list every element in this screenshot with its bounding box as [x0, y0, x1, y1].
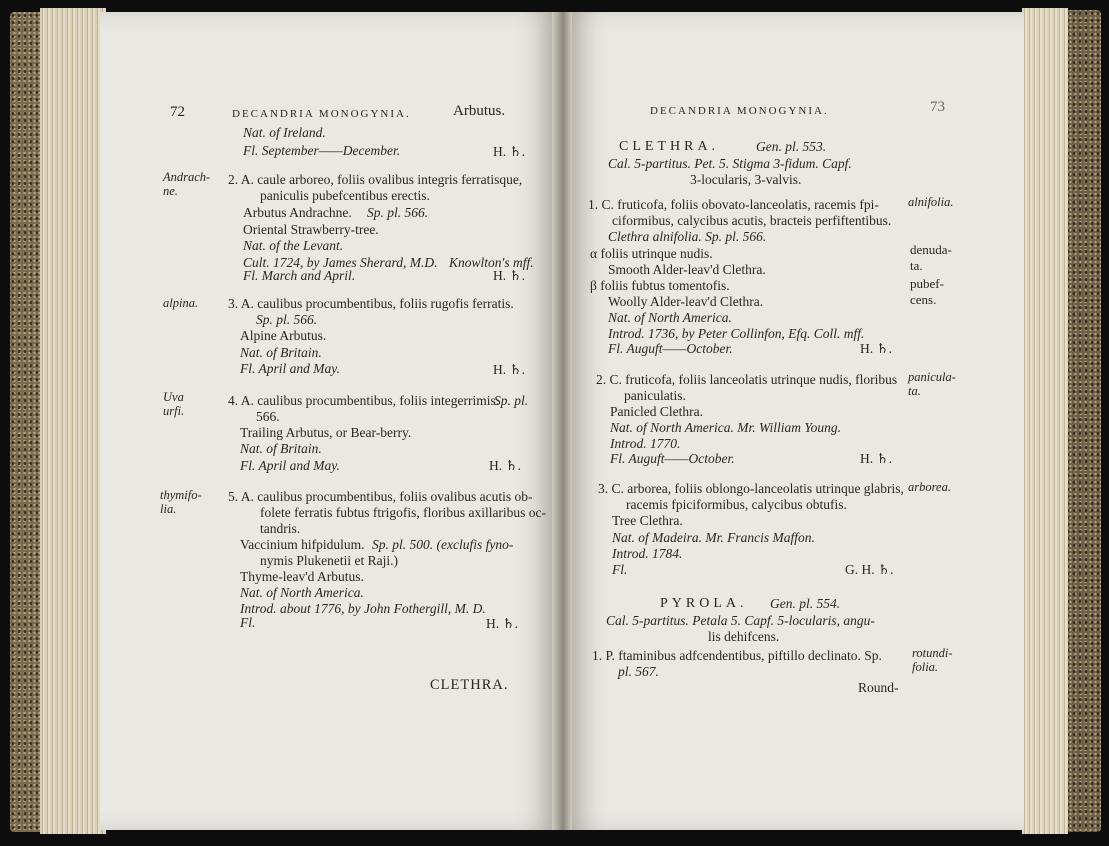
text-line: Nat. of North America.	[608, 310, 732, 325]
habit-symbol: H. ♄.	[489, 458, 521, 473]
text-line: Arbutus Andrachne.	[243, 205, 352, 220]
text-line: Nat. of Britain.	[240, 441, 322, 456]
genus-description: Cal. 5-partitus. Petala 5. Capf. 5-locularis, angu-	[606, 613, 875, 628]
text-line: ciformibus, calycibus acutis, bracteis perfiftentibus.	[612, 213, 892, 228]
text-line: Clethra alnifolia. Sp. pl. 566.	[608, 229, 767, 244]
text-line: Fl. April and May.	[240, 361, 340, 376]
text-line: racemis fpiciformibus, calycibus obtufis.	[626, 497, 847, 512]
running-head-left: DECANDRIA MONOGYNIA.	[232, 108, 411, 120]
text-line: Nat. of Madeira. Mr. Francis Maffon.	[612, 530, 815, 545]
text-line: 1. C. fruticofa, foliis obovato-lanceolatis, racemis fpi-	[588, 197, 879, 212]
page-number-right: 73	[930, 99, 945, 115]
margin-name: thymifo- lia.	[160, 488, 202, 516]
text-line: Sp. pl. 500. (exclufis fyno-	[372, 537, 514, 552]
text-line: Fl. April and May.	[240, 458, 340, 473]
habit-symbol: H. ♄.	[493, 144, 525, 159]
habit-symbol: H. ♄.	[493, 362, 525, 377]
text-line: Introd. 1736, by Peter Collinfon, Efq. Coll. mff.	[608, 326, 865, 341]
catchword-left: CLETHRA.	[430, 677, 509, 693]
section-title-pyrola: PYROLA.	[660, 596, 748, 611]
habit-symbol: H. ♄.	[493, 268, 525, 283]
text-line: tandris.	[260, 521, 301, 536]
text-line: Introd. about 1776, by John Fothergill, M. D.	[240, 601, 486, 616]
margin-name: Andrach- ne.	[163, 170, 211, 198]
text-line: β foliis fubtus tomentofis.	[590, 278, 730, 293]
text-line: Fl. March and April.	[243, 268, 356, 283]
text-line: Thyme-leav'd Arbutus.	[240, 569, 364, 584]
text-line: nymis Plukenetii et Raji.)	[260, 553, 398, 568]
text-line: pl. 567.	[618, 664, 659, 679]
text-line: Nat. of Ireland.	[243, 125, 326, 140]
text-line: Fl.	[240, 615, 256, 630]
book-edge-right	[1065, 10, 1101, 832]
margin-name: alnifolia.	[908, 195, 954, 209]
text-line: 3. C. arborea, foliis oblongo-lanceolatis utrinque glabris,	[598, 481, 904, 496]
margin-name: alpina.	[163, 296, 199, 310]
habit-symbol: H. ♄.	[860, 341, 892, 356]
page-stack-left	[40, 8, 106, 834]
text-line: paniculatis.	[624, 388, 686, 403]
text-line: 3. A. caulibus procumbentibus, foliis rugofis ferratis.	[228, 296, 514, 311]
genus-ref: Gen. pl. 554.	[770, 596, 841, 611]
text-line: Nat. of Britain.	[240, 345, 322, 360]
text-line: Woolly Alder-leav'd Clethra.	[608, 294, 764, 309]
text-line: Knowlton's mff.	[449, 255, 534, 270]
margin-name: panicula- ta.	[908, 370, 956, 398]
text-line: Trailing Arbutus, or Bear-berry.	[240, 425, 412, 440]
genus-ref: Gen. pl. 553.	[756, 139, 827, 154]
margin-name: arborea.	[908, 480, 951, 494]
margin-name: Uva urfi.	[163, 390, 185, 418]
text-line: Nat. of the Levant.	[243, 238, 344, 253]
catchword-right: Round-	[858, 680, 899, 695]
habit-symbol: H. ♄.	[486, 616, 518, 631]
page-number-left: 72	[170, 104, 185, 120]
text-line: Sp. pl.	[494, 393, 529, 408]
text-line: Introd. 1770.	[610, 436, 681, 451]
page-stack-right	[1022, 8, 1068, 834]
text-line: Nat. of North America.	[240, 585, 364, 600]
genus-head: Arbutus.	[453, 103, 506, 119]
text-line: α foliis utrinque nudis.	[590, 246, 713, 261]
section-title-clethra: CLETHRA.	[619, 139, 720, 154]
margin-name: pubef- cens.	[910, 276, 944, 307]
habit-symbol: H. ♄.	[860, 451, 892, 466]
left-page	[100, 12, 558, 830]
text-line: 2. A. caule arboreo, foliis ovalibus integris ferratisque,	[228, 172, 523, 187]
text-line: Sp. pl. 566.	[256, 312, 318, 327]
text-line: Cult. 1724, by James Sherard, M.D.	[243, 255, 438, 270]
book-gutter	[552, 12, 572, 830]
text-line: Vaccinium hifpidulum.	[240, 537, 365, 552]
text-line: Fl. September——December.	[243, 143, 401, 158]
habit-symbol: G. H. ♄.	[845, 562, 894, 577]
text-line: Oriental Strawberry-tree.	[243, 222, 379, 237]
text-line: 566.	[256, 409, 280, 424]
text-line: 4. A. caulibus procumbentibus, foliis integerrimis.	[228, 393, 500, 408]
text-line: 5. A. caulibus procumbentibus, foliis ovalibus acutis ob-	[228, 489, 533, 504]
text-line: Sp. pl. 566.	[367, 205, 429, 220]
text-line: 1. P. ftaminibus adfcendentibus, piftillo declinato. Sp.	[592, 648, 882, 663]
text-line: 2. C. fruticofa, foliis lanceolatis utrinque nudis, floribus	[596, 372, 898, 387]
genus-description: 3-locularis, 3-valvis.	[690, 172, 802, 187]
text-line: Tree Clethra.	[612, 513, 683, 528]
text-line: Fl. Auguft——October.	[608, 341, 733, 356]
text-line: Fl. Auguft——October.	[610, 451, 735, 466]
margin-name: denuda- ta.	[910, 242, 952, 273]
genus-description: lis dehifcens.	[708, 629, 780, 644]
genus-description: Cal. 5-partitus. Pet. 5. Stigma 3-fidum. Capf.	[608, 156, 852, 171]
text-line: Alpine Arbutus.	[240, 328, 327, 343]
margin-name: rotundi- folia.	[912, 646, 953, 674]
text-line: paniculis pubefcentibus erectis.	[260, 188, 430, 203]
text-line: Nat. of North America. Mr. William Young.	[610, 420, 842, 435]
text-line: Fl.	[612, 562, 628, 577]
text-line: Introd. 1784.	[612, 546, 683, 561]
text-line: Smooth Alder-leav'd Clethra.	[608, 262, 766, 277]
text-line: folete ferratis fubtus ftrigofis, floribus axillaribus oc-	[260, 505, 547, 520]
text-line: Panicled Clethra.	[610, 404, 703, 419]
running-head-right: DECANDRIA MONOGYNIA.	[650, 105, 829, 117]
